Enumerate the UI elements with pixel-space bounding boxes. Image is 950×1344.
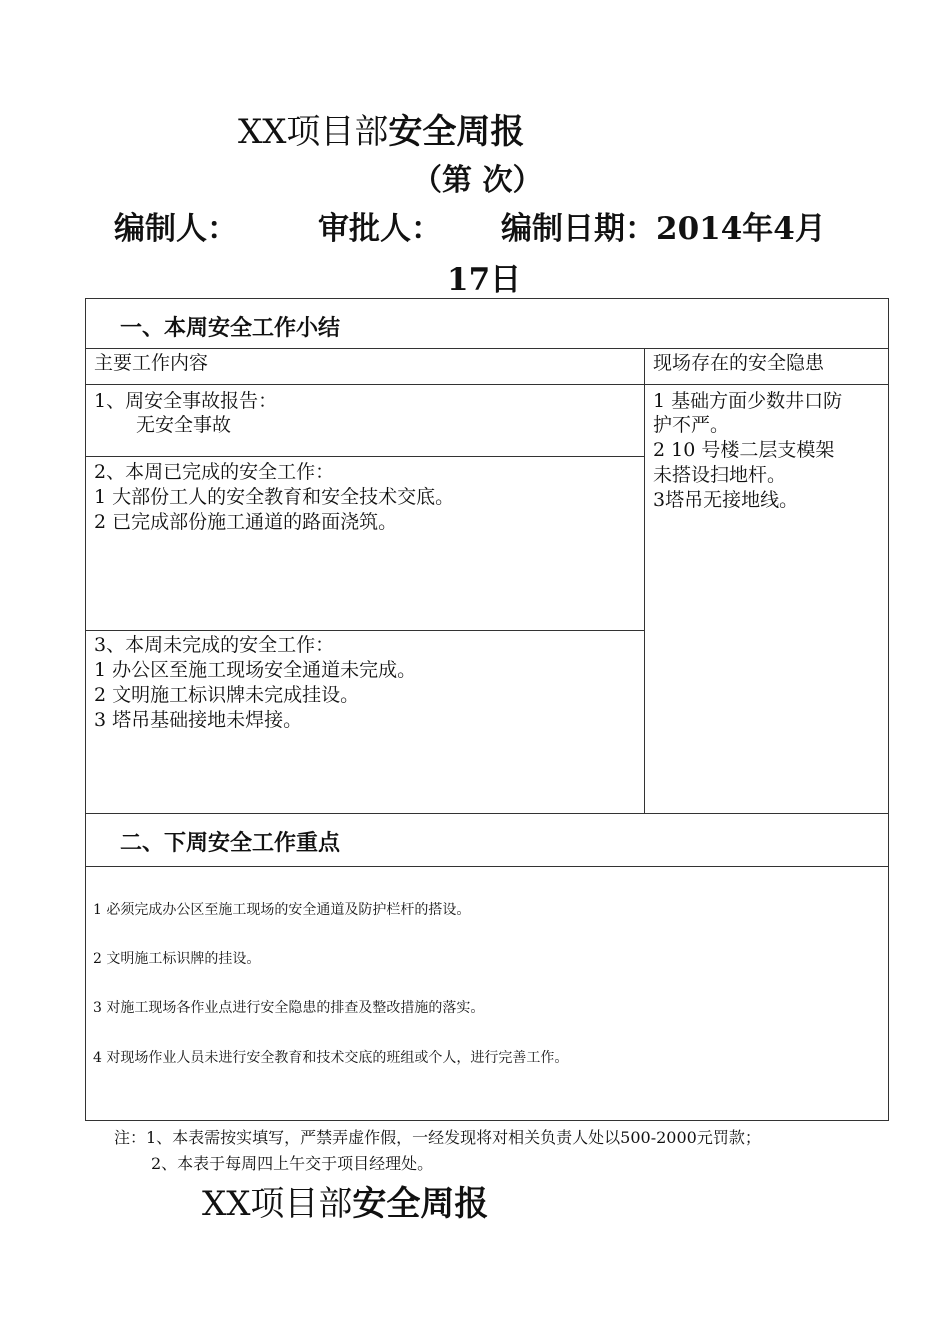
- hazard-line: 未搭设扫地杆。: [653, 464, 787, 486]
- list-item: 2 已完成部份施工通道的路面浇筑。: [94, 511, 398, 533]
- hazard-line: 1 基础方面少数井口防: [653, 390, 843, 412]
- section1-title: 一、本周安全工作小结: [120, 315, 341, 341]
- divider: [85, 866, 889, 867]
- col-hazard-header: 现场存在的安全隐患: [653, 352, 825, 374]
- hazard-line: 3塔吊无接地线。: [653, 489, 799, 511]
- list-item: 3 对施工现场各作业点进行安全隐患的排查及整改措施的落实。: [93, 1000, 485, 1016]
- date-label: 编制日期：2014年4月: [501, 211, 826, 247]
- accident-value: 无安全事故: [136, 414, 232, 436]
- list-item: 3 塔吊基础接地未焊接。: [94, 709, 303, 731]
- hazard-line: 2 10 号楼二层支模架: [653, 439, 835, 461]
- col-main-header: 主要工作内容: [94, 352, 209, 374]
- accident-title: 1、周安全事故报告：: [94, 390, 278, 412]
- divider: [85, 384, 889, 385]
- done-title: 2、本周已完成的安全工作：: [94, 461, 335, 483]
- divider: [85, 630, 645, 631]
- divider: [85, 456, 645, 457]
- footer-title-prefix: XX项目部: [202, 1184, 353, 1224]
- title-prefix: XX项目部: [238, 112, 389, 152]
- issue-number: （第 次）: [412, 163, 543, 198]
- hazard-line: 护不严。: [653, 414, 730, 436]
- list-item: 2 文明施工标识牌的挂设。: [93, 951, 261, 967]
- list-item: 1 必须完成办公区至施工现场的安全通道及防护栏杆的搭设。: [93, 902, 471, 918]
- column-divider: [644, 348, 645, 813]
- page-title: [238, 104, 524, 153]
- undone-title: 3、本周未完成的安全工作：: [94, 634, 335, 656]
- title-bold: 安全周报: [388, 112, 525, 152]
- list-item: 4 对现场作业人员未进行安全教育和技术交底的班组或个人，进行完善工作。: [93, 1050, 569, 1066]
- date-continued: 17日: [447, 262, 522, 298]
- note-line-2: 2、本表于每周四上午交于项目经理处。: [151, 1154, 434, 1173]
- compiler-label: 编制人：: [114, 211, 238, 247]
- section2-title: 二、下周安全工作重点: [120, 830, 341, 856]
- list-item: 1 办公区至施工现场安全通道未完成。: [94, 659, 417, 681]
- footer-title-bold: 安全周报: [352, 1184, 489, 1224]
- note-line-1: 注：1、本表需按实填写，严禁弄虚作假，一经发现将对相关负责人处以500-2000元罚款；: [114, 1128, 761, 1147]
- footer-title: [202, 1176, 488, 1225]
- approver-label: 审批人：: [318, 211, 442, 247]
- divider: [85, 813, 889, 814]
- list-item: 1 大部份工人的安全教育和安全技术交底。: [94, 486, 455, 508]
- divider: [85, 348, 889, 349]
- list-item: 2 文明施工标识牌未完成挂设。: [94, 684, 360, 706]
